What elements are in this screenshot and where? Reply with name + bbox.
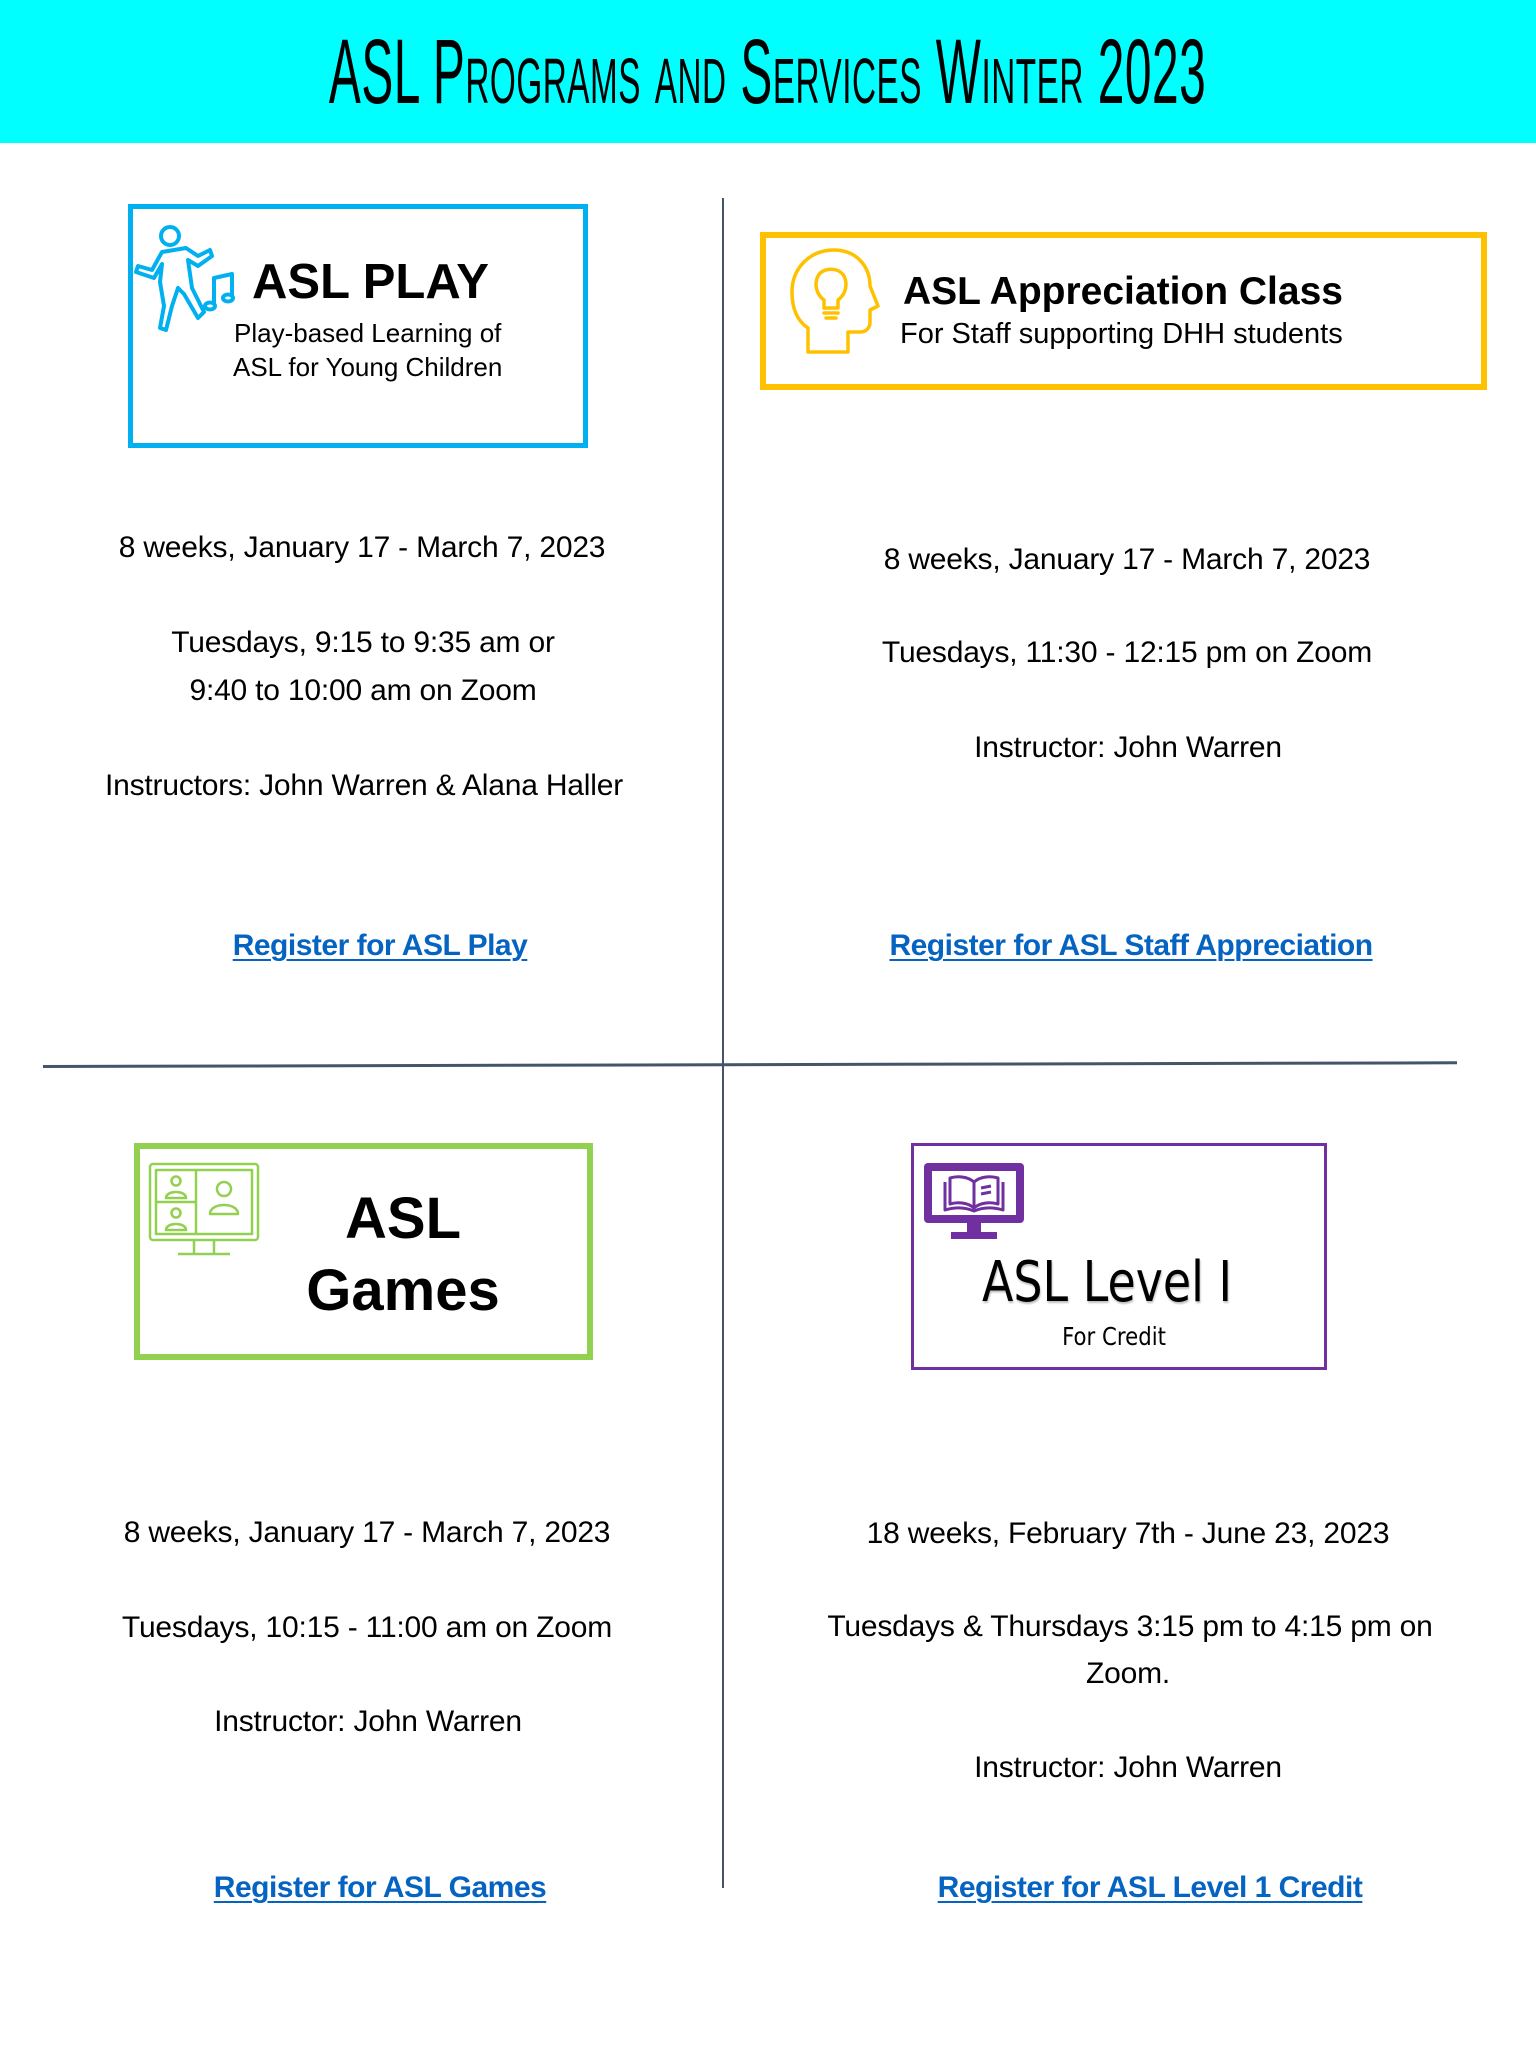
page-title <box>0 0 1536 143</box>
horizontal-divider <box>43 1061 1457 1068</box>
dancing-person-music-icon <box>132 222 242 342</box>
register-asl-staff-appreciation-link[interactable]: Register for ASL Staff Appreciation <box>889 929 1373 962</box>
asl-appreciation-dates: 8 weeks, January 17 - March 7, 2023 <box>883 543 1371 576</box>
asl-appreciation-title: ASL Appreciation Class <box>903 270 1343 313</box>
asl-level-1-instructor: Instructor: John Warren <box>974 1751 1282 1784</box>
asl-play-title: ASL PLAY <box>252 255 489 309</box>
asl-games-dates: 8 weeks, January 17 - March 7, 2023 <box>123 1516 611 1549</box>
asl-games-title-line-2: Games <box>306 1258 500 1323</box>
vertical-divider <box>722 198 724 1888</box>
asl-level-1-schedule-line-2: Zoom. <box>1085 1657 1171 1690</box>
asl-appreciation-instructor: Instructor: John Warren <box>974 731 1282 764</box>
video-call-monitor-icon <box>148 1162 260 1258</box>
asl-games-schedule: Tuesdays, 10:15 - 11:00 am on Zoom <box>121 1611 613 1644</box>
asl-play-schedule-line-2: 9:40 to 10:00 am on Zoom <box>189 674 537 707</box>
asl-play-dates: 8 weeks, January 17 - March 7, 2023 <box>118 531 606 564</box>
asl-level-1-dates: 18 weeks, February 7th - June 23, 2023 <box>866 1517 1390 1550</box>
head-lightbulb-icon <box>790 248 880 356</box>
asl-play-subtitle-line-2: ASL for Young Children <box>233 352 503 382</box>
asl-games-instructor: Instructor: John Warren <box>214 1705 522 1738</box>
monitor-open-book-icon <box>923 1162 1025 1240</box>
asl-play-schedule-line-1: Tuesdays, 9:15 to 9:35 am or <box>171 626 555 659</box>
register-asl-level-1-credit-link[interactable]: Register for ASL Level 1 Credit <box>937 1871 1363 1904</box>
page-title-text: ASL Programs and Services Winter 2023 <box>329 20 1207 123</box>
asl-games-title-line-1: ASL <box>345 1186 461 1251</box>
asl-level-1-subtitle: For Credit <box>1062 1322 1166 1351</box>
asl-play-instructor: Instructors: John Warren & Alana Haller <box>105 769 623 802</box>
asl-level-1-schedule-line-1: Tuesdays & Thursdays 3:15 pm to 4:15 pm on <box>827 1610 1433 1643</box>
asl-play-subtitle-line-1: Play-based Learning of <box>234 318 502 348</box>
asl-level-1-title: ASL Level I <box>981 1250 1233 1315</box>
asl-appreciation-schedule: Tuesdays, 11:30 - 12:15 pm on Zoom <box>881 636 1373 669</box>
register-asl-play-link[interactable]: Register for ASL Play <box>232 929 528 962</box>
register-asl-games-link[interactable]: Register for ASL Games <box>213 1871 547 1904</box>
asl-appreciation-subtitle: For Staff supporting DHH students <box>900 318 1343 350</box>
